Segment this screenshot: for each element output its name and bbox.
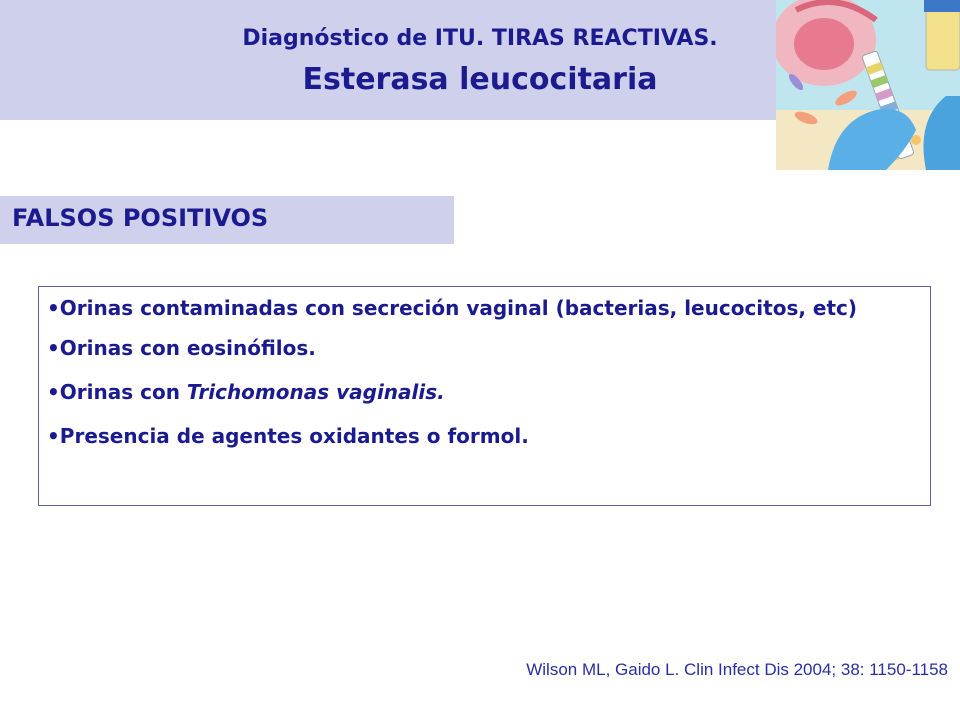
- list-item: [47, 333, 920, 363]
- bullet-icon: •: [47, 424, 60, 448]
- list-item-text: Orinas con: [59, 380, 187, 404]
- header-band: [0, 0, 780, 120]
- bullet-icon: •: [47, 296, 60, 320]
- list-item-text: Orinas contaminadas con secreción vaginal (bacterias, leucocitos, etc): [59, 296, 858, 320]
- section-title: FALSOS POSITIVOS: [12, 204, 269, 232]
- list-item: [47, 293, 920, 323]
- slide-title: Diagnóstico de ITU. TIRAS REACTIVAS.: [242, 26, 718, 51]
- list-item-text: Presencia de agentes oxidantes o formol.: [59, 424, 529, 448]
- bullet-list: [38, 286, 931, 506]
- list-item: [47, 377, 920, 407]
- urine-test-illustration: [776, 0, 960, 170]
- citation: Wilson ML, Gaido L. Clin Infect Dis 2004; 38: 1150-1158: [526, 660, 948, 679]
- bullet-icon: •: [47, 380, 60, 404]
- list-item-text: Orinas con eosinófilos.: [59, 336, 316, 360]
- illustration-graphic: [776, 0, 960, 170]
- section-band: [0, 196, 454, 244]
- list-item: [47, 421, 920, 451]
- bullet-icon: •: [47, 336, 60, 360]
- slide-subtitle: Esterasa leucocitaria: [302, 62, 658, 97]
- list-item-italic-text: Trichomonas vaginalis.: [186, 380, 445, 404]
